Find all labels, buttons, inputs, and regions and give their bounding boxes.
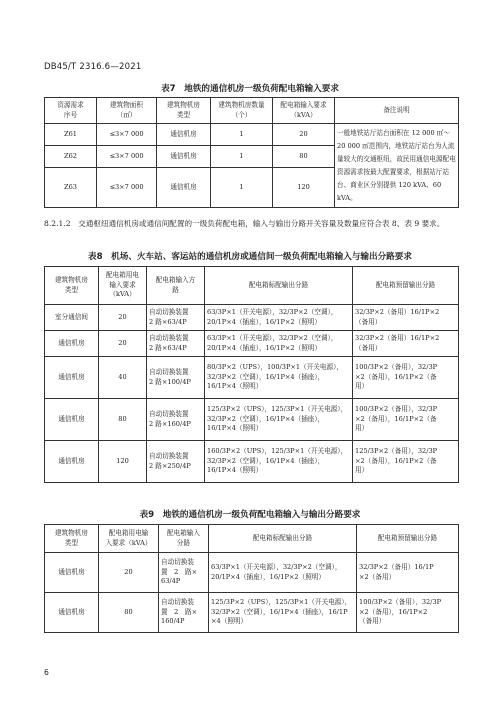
- table8-header-cell: 配电箱输入方 路: [147, 267, 205, 305]
- table9-cell: 通信机房: [45, 553, 99, 593]
- table7-header-cell: 建筑物面积 （㎡）: [97, 98, 157, 124]
- table8-cell: 自动切换装置 2 路×250/4P: [147, 441, 205, 483]
- table9-cell: 100/3P×2（备用），32/3P ×2（备用），16/1P×2 （备用）: [357, 593, 459, 633]
- table7-header-cell: 资源需求 序号: [45, 98, 97, 124]
- table-row: [45, 357, 459, 399]
- table9-cell: 63/3P×1（开关电源），32/3P×2（空调）， 20/1P×4（插座），16/1P×2（照明）: [209, 553, 357, 593]
- table9-cell: 自动切换装 置 2 路× 63/4P: [159, 553, 209, 593]
- table8-cell: 100/3P×2（备用），32/3P ×2（备用），16/1P×2（备 用）: [353, 399, 459, 441]
- table8-cell: 通信机房: [45, 399, 99, 441]
- table8-header-cell: 配电箱标配输出分路: [205, 267, 353, 305]
- table9-caption: 表9 地铁的通信机房一级负荷配电箱输入与输出分路要求: [139, 510, 361, 520]
- table9-header-cell: 配电箱预留输出分路: [357, 525, 459, 553]
- table7-header-cell: 建筑物机房数量 （个）: [211, 98, 273, 124]
- table8-header-cell: 配电箱预留输出分路: [353, 267, 459, 305]
- table8-cell: 40: [99, 357, 147, 399]
- table9-header-row: [45, 525, 459, 553]
- table9: [44, 524, 459, 633]
- table7-cell: Z62: [45, 146, 97, 168]
- clause-8-2-1-2: 8.2.1.2 交通枢纽通信机房或通信间配置的一级负荷配电箱，输入与输出分路开关容量及数量应符合表 8、表 9 要求。: [44, 219, 445, 228]
- table8-cell: 自动切换装置 2 路×63/4P: [147, 305, 205, 331]
- table8-cell: 20: [99, 331, 147, 357]
- table8-cell: 63/3P×1（开关电源），32/3P×2（空调）， 20/1P×4（插座），16/1P×2（照明）: [205, 305, 353, 331]
- table9-header-cell: 建筑物机房 类型: [45, 525, 99, 553]
- table8-header-cell: 建筑物机房 类型: [45, 267, 99, 305]
- table9-header-cell: 配电箱用电输 入要求（kVA）: [99, 525, 159, 553]
- table7-cell: ≤3×7 000: [97, 146, 157, 168]
- table8-header-row: [45, 267, 459, 305]
- table7-cell: 1: [211, 146, 273, 168]
- table7-cell: 80: [273, 146, 335, 168]
- table9-cell: 自动切换装 置 2 路× 160/4P: [159, 593, 209, 633]
- table9-cell: 20: [99, 553, 159, 593]
- table8-cell: 室分通信间: [45, 305, 99, 331]
- table8-caption: 表8 机场、火车站、客运站的通信机房或通信间一级负荷配电箱输入与输出分路要求: [88, 252, 412, 262]
- table8-cell: 32/3P×2（备用）16/1P×2 （备用）: [353, 305, 459, 331]
- table-row: [45, 399, 459, 441]
- table7-cell: ≤3×7 000: [97, 124, 157, 146]
- table7-header-row: [45, 98, 459, 124]
- table8: [44, 266, 459, 483]
- table8-cell: 自动切换装置 2 路×160/4P: [147, 399, 205, 441]
- table-row: [45, 305, 459, 331]
- table7-cell: 通信机房: [157, 168, 211, 208]
- table8-cell: 80/3P×2（UPS），100/3P×1（开关电源）， 32/3P×2（空调），16/1P×4（插座）， 16/1P×4（照明）: [205, 357, 353, 399]
- table-row: [45, 593, 459, 633]
- table8-cell: 120: [99, 441, 147, 483]
- table-row: [45, 553, 459, 593]
- page-number: 6: [44, 668, 49, 677]
- table7-cell: 1: [211, 124, 273, 146]
- table8-cell: 通信机房: [45, 441, 99, 483]
- table8-cell: 160/3P×2（UPS），125/3P×1（开关电源）， 32/3P×2（空调），16/1P×4（插座）， 16/1P×4（照明）: [205, 441, 353, 483]
- table8-cell: 自动切换装置 2 路×63/4P: [147, 331, 205, 357]
- table9-cell: 32/3P×2（备用）16/1P ×2（备用）: [357, 553, 459, 593]
- table7-note: 一般地铁站厅站台面积在 12 000 ㎡～20 000 ㎡范围内，地铁站厅站台为人流量较大的交通枢纽，故民用通信电源配电资源需求按最大配置要求，根据站厅站台、商业区分别提供 120 kVA、60 kVA。: [335, 124, 459, 208]
- table8-cell: 80: [99, 399, 147, 441]
- table7-cell: 通信机房: [157, 146, 211, 168]
- table8-cell: 100/3P×2（备用），32/3P ×2（备用），16/1P×2（备 用）: [353, 357, 459, 399]
- table7-header-cell: 备注说明: [335, 98, 459, 124]
- table7-cell: Z63: [45, 168, 97, 208]
- table7-cell: 1: [211, 168, 273, 208]
- table9-cell: 通信机房: [45, 593, 99, 633]
- table9-header-cell: 配电箱标配输出分路: [209, 525, 357, 553]
- table7-caption: 表7 地铁的通信机房一级负荷配电箱输入要求: [161, 84, 339, 94]
- table7-cell: 通信机房: [157, 124, 211, 146]
- table8-cell: 通信机房: [45, 331, 99, 357]
- table8-header-cell: 配电箱用电 输入要求 （kVA）: [99, 267, 147, 305]
- table8-cell: 20: [99, 305, 147, 331]
- table8-cell: 125/3P×2（UPS），125/3P×1（开关电源）， 32/3P×2（空调），16/1P×4（插座）， 16/1P×4（照明）: [205, 399, 353, 441]
- table-row: [45, 124, 459, 146]
- table8-cell: 125/3P×2（备用），32/3P ×2（备用），16/1P×2（备 用）: [353, 441, 459, 483]
- table-row: [45, 441, 459, 483]
- table8-cell: 63/3P×1（开关电源），32/3P×2（空调）， 20/1P×4（插座），16/1P×2（照明）: [205, 331, 353, 357]
- table7-cell: Z61: [45, 124, 97, 146]
- table8-cell: 通信机房: [45, 357, 99, 399]
- table-row: [45, 331, 459, 357]
- table8-cell: 32/3P×2（备用）16/1P×2 （备用）: [353, 331, 459, 357]
- table7-header-cell: 建筑物机房 类型: [157, 98, 211, 124]
- table9-cell: 125/3P×2（UPS），125/3P×1（开关电源）， 32/3P×2（空调），16/1P×4（插座），16/1P ×4（照明）: [209, 593, 357, 633]
- table7: [44, 97, 459, 208]
- table7-header-cell: 配电箱输入要求 （kVA）: [273, 98, 335, 124]
- standard-number-header: DB45/T 2316.6—2021: [44, 62, 142, 72]
- table8-cell: 自动切换装置 2 路×100/4P: [147, 357, 205, 399]
- table9-header-cell: 配电箱输入 分路: [159, 525, 209, 553]
- table7-cell: 120: [273, 168, 335, 208]
- table7-cell: 20: [273, 124, 335, 146]
- table9-cell: 80: [99, 593, 159, 633]
- table7-cell: ≤3×7 000: [97, 168, 157, 208]
